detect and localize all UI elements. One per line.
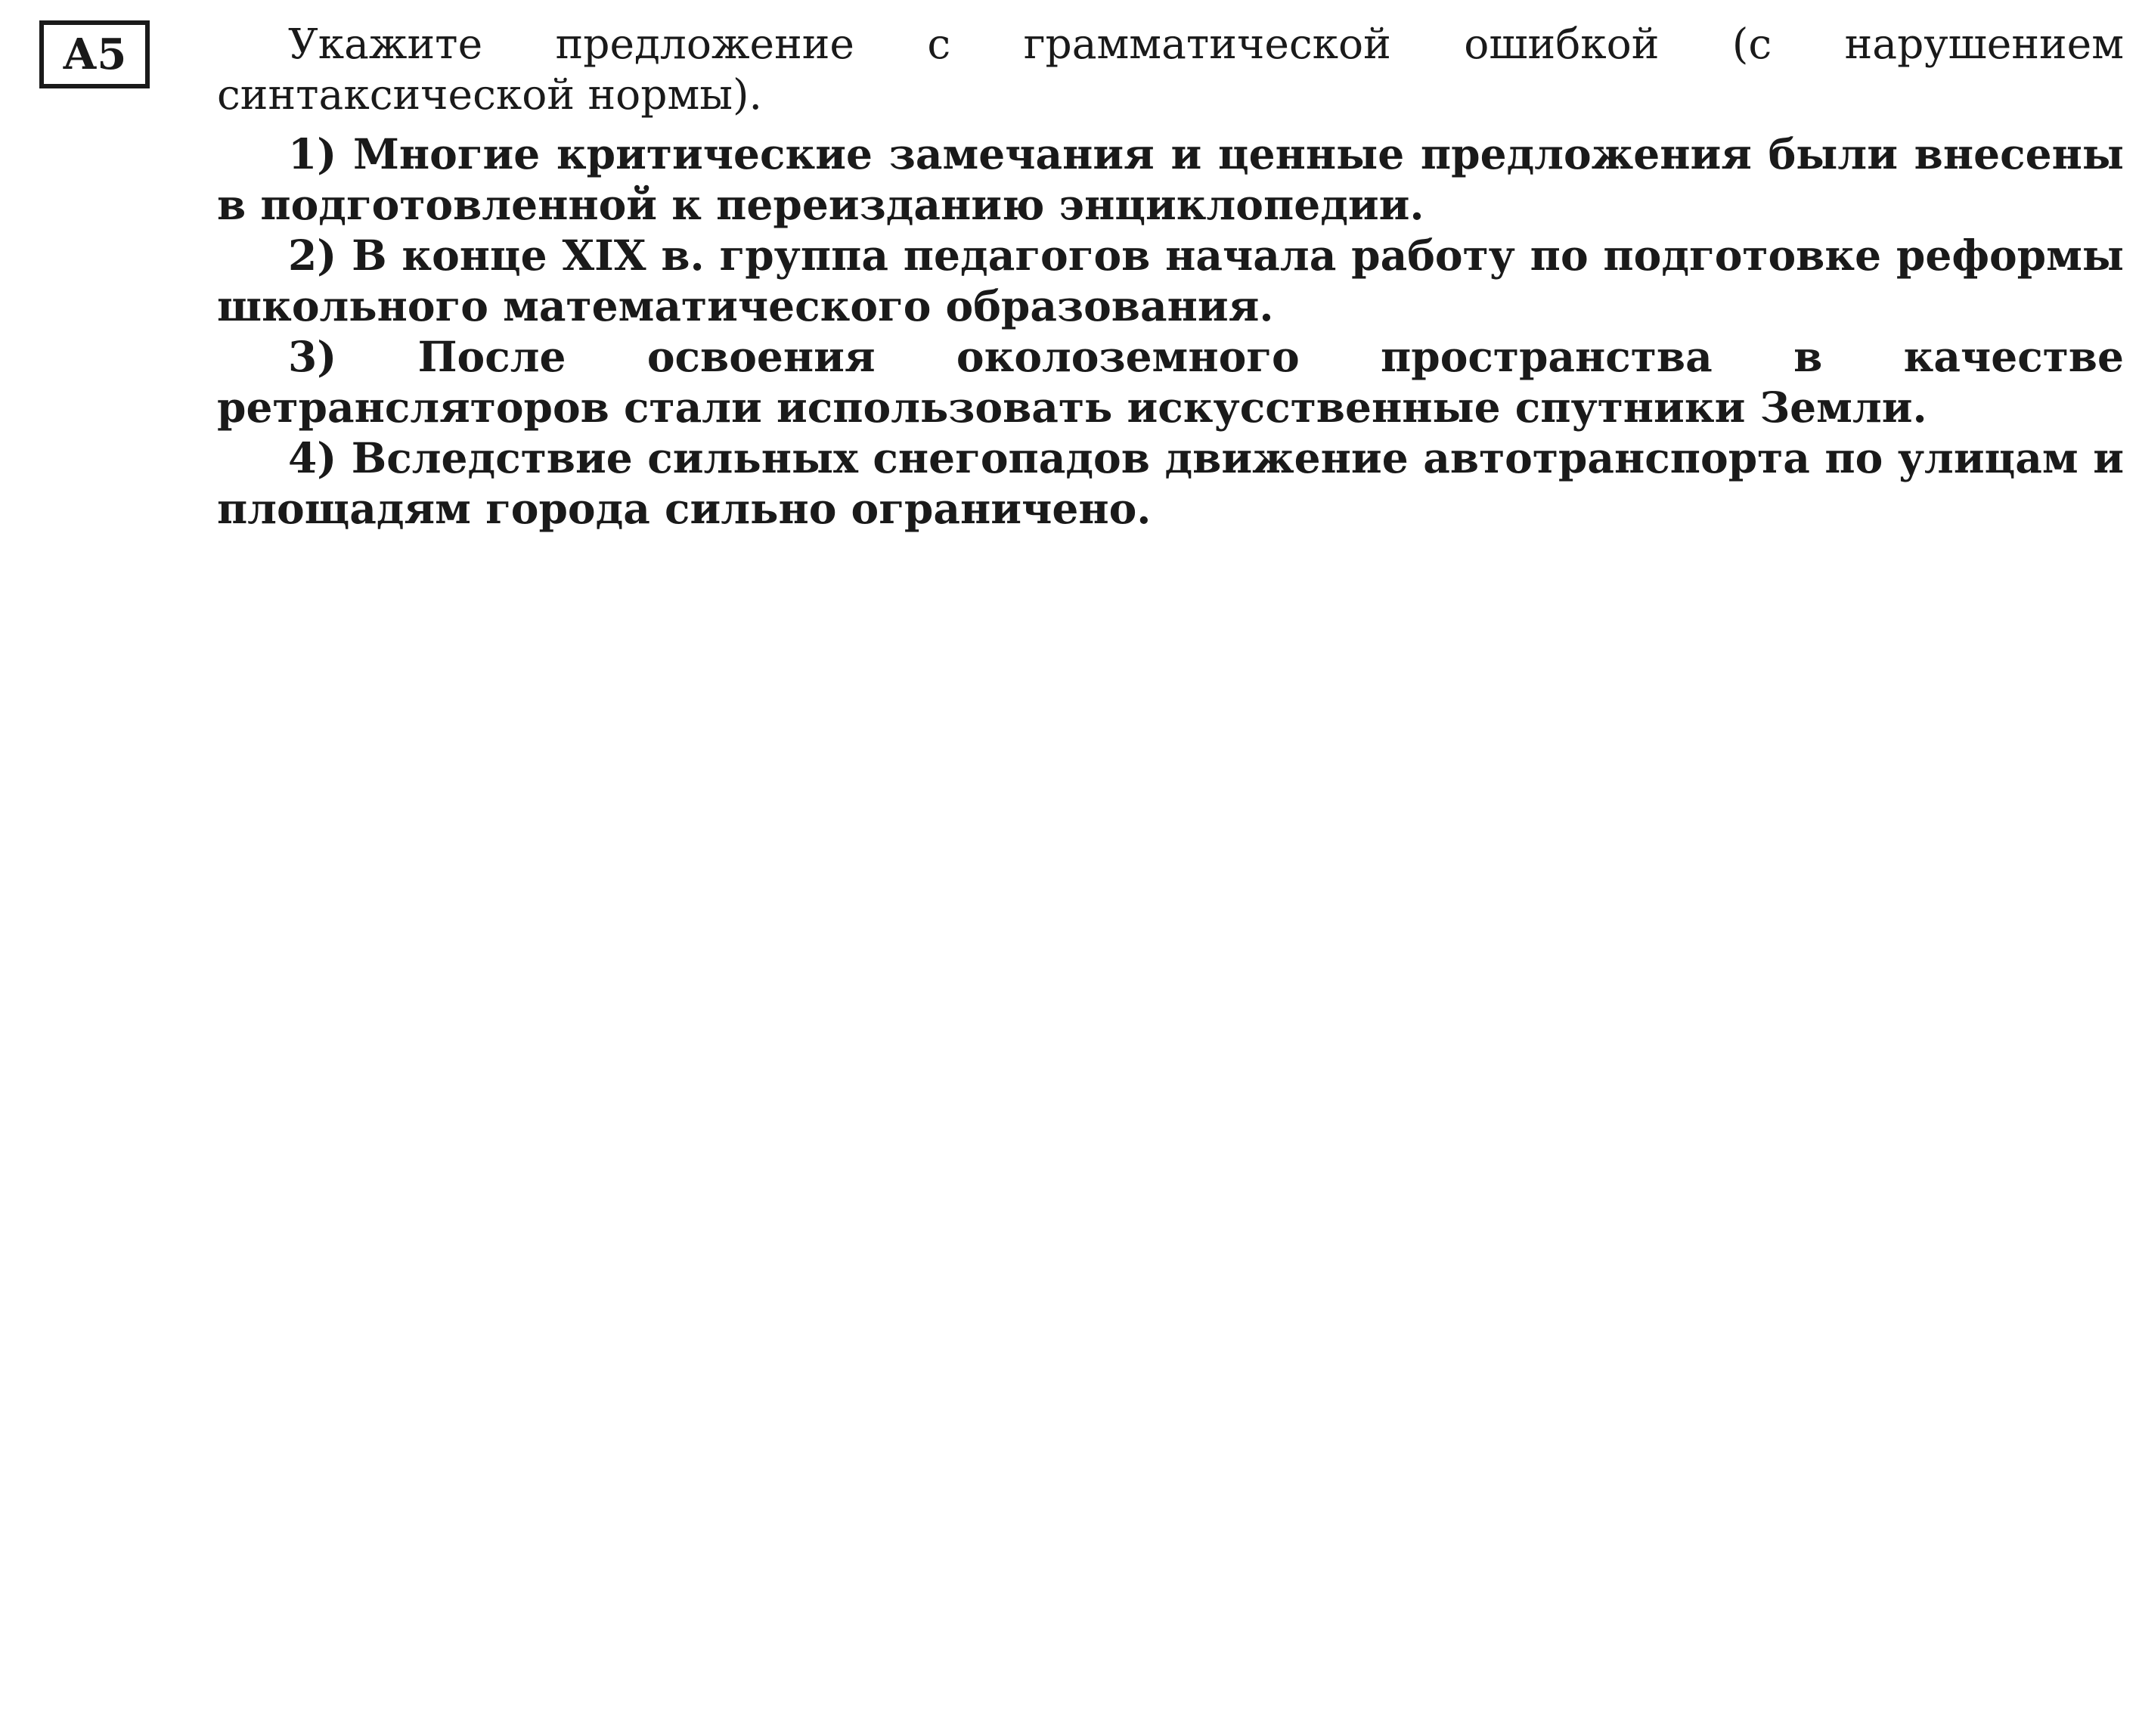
answer-option-2: 2) В конце XIX в. группа педагогов начала работу по подготовке реформы школьного математического образования. <box>217 231 2124 330</box>
task-number: А5 <box>62 29 127 79</box>
task-question: Укажите предложение с грамматической ошибкой (с нарушением синтаксической нормы). <box>217 20 2124 119</box>
task-number-box <box>39 20 150 88</box>
task-body <box>217 19 2124 534</box>
answer-option-4: 4) Вследствие сильных снегопадов движение автотранспорта по улицам и площадям города сильно ограничено. <box>217 433 2124 533</box>
answer-option-3: 3) После освоения околоземного пространства в качестве ретрансляторов стали использовать искусственные спутники Земли. <box>217 332 2124 432</box>
answer-option-1: 1) Многие критические замечания и ценные предложения были внесены в подготовленной к переизданию энциклопедии. <box>217 129 2124 229</box>
